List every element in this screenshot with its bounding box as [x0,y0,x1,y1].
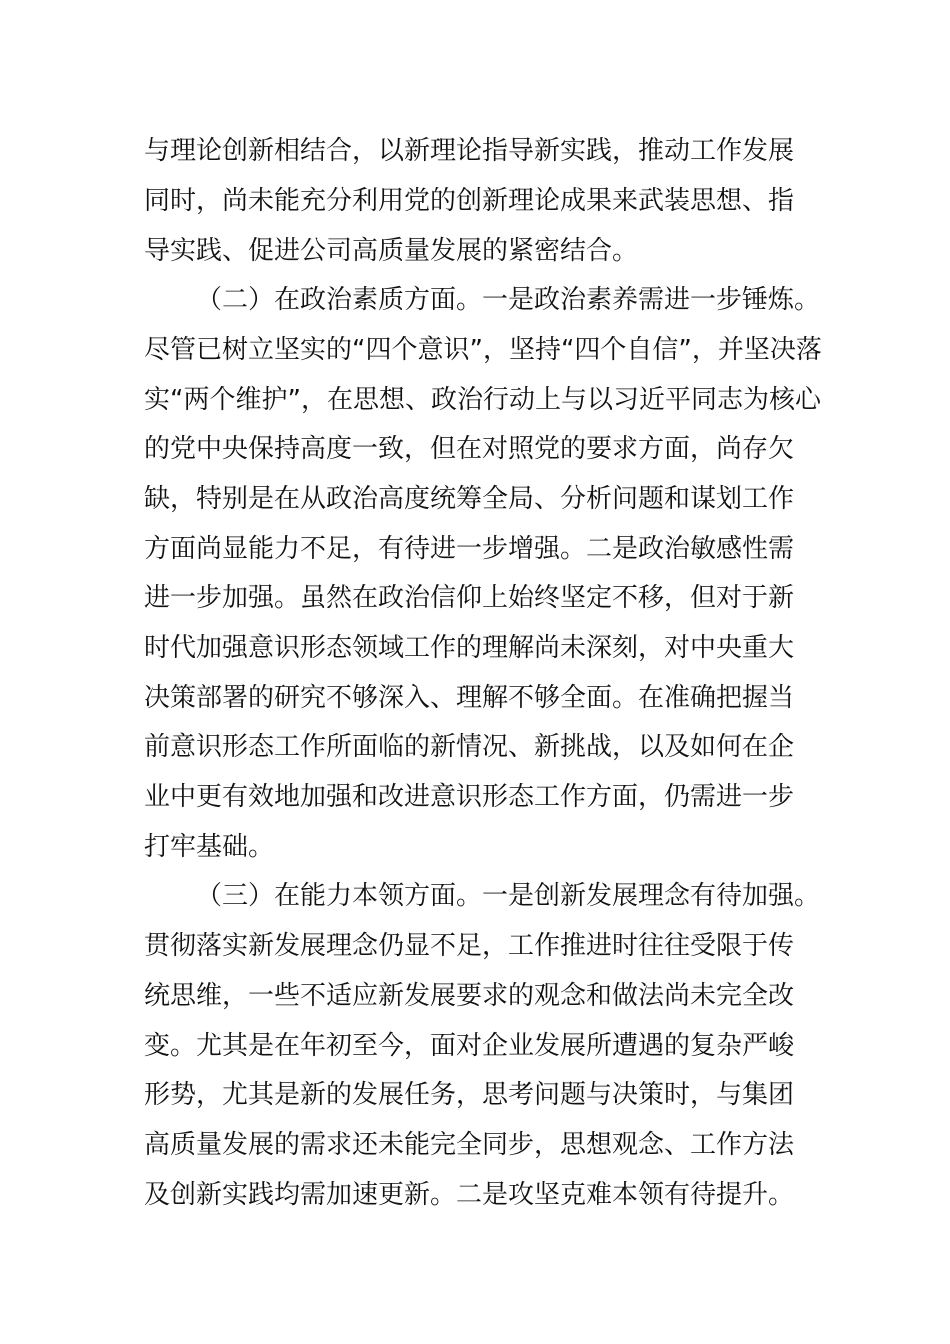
body-text-line: 前意识形态工作所面临的新情况、新挑战，以及如何在企 [144,732,795,762]
body-text-line: 与理论创新相结合，以新理论指导新实践，推动工作发展 [144,136,795,166]
body-text-line: 时代加强意识形态领域工作的理解尚未深刻，对中央重大 [144,633,795,663]
body-text-line: 尽管已树立坚实的“四个意识”，坚持“四个自信”，并坚决落 [144,335,822,365]
body-text-line: 形势，尤其是新的发展任务，思考问题与决策时，与集团 [144,1080,795,1110]
body-text-line: 决策部署的研究不够深入、理解不够全面。在准确把握当 [144,683,795,713]
body-text-line: 高质量发展的需求还未能完全同步，思想观念、工作方法 [144,1130,795,1160]
body-text-line: 变。尤其是在年初至今，面对企业发展所遭遇的复杂严峻 [144,1031,795,1061]
body-text-line: 打牢基础。 [144,832,275,862]
body-text-line: 导实践、促进公司高质量发展的紧密结合。 [144,236,639,266]
body-text-line: 方面尚显能力不足，有待进一步增强。二是政治敏感性需 [144,534,795,564]
body-text-line: 进一步加强。虽然在政治信仰上始终坚定不移，但对于新 [144,583,795,613]
section-two-heading-line: （二）在政治素质方面。一是政治素养需进一步锤炼。 [196,285,821,315]
body-text-line: 及创新实践均需加速更新。二是攻坚克难本领有待提升。 [144,1180,795,1210]
section-three-heading-line: （三）在能力本领方面。一是创新发展理念有待加强。 [196,881,821,911]
body-text-line: 的党中央保持高度一致，但在对照党的要求方面，尚存欠 [144,434,795,464]
body-text-line: 统思维，一些不适应新发展要求的观念和做法尚未完全改 [144,981,795,1011]
body-text-line: 实“两个维护”，在思想、政治行动上与以习近平同志为核心 [144,385,821,415]
body-text-line: 贯彻落实新发展理念仍显不足，工作推进时往往受限于传 [144,931,795,961]
body-text-line: 同时，尚未能充分利用党的创新理论成果来武装思想、指 [144,186,795,216]
body-text-line: 缺，特别是在从政治高度统筹全局、分析问题和谋划工作 [144,484,795,514]
body-text-line: 业中更有效地加强和改进意识形态工作方面，仍需进一步 [144,782,795,812]
